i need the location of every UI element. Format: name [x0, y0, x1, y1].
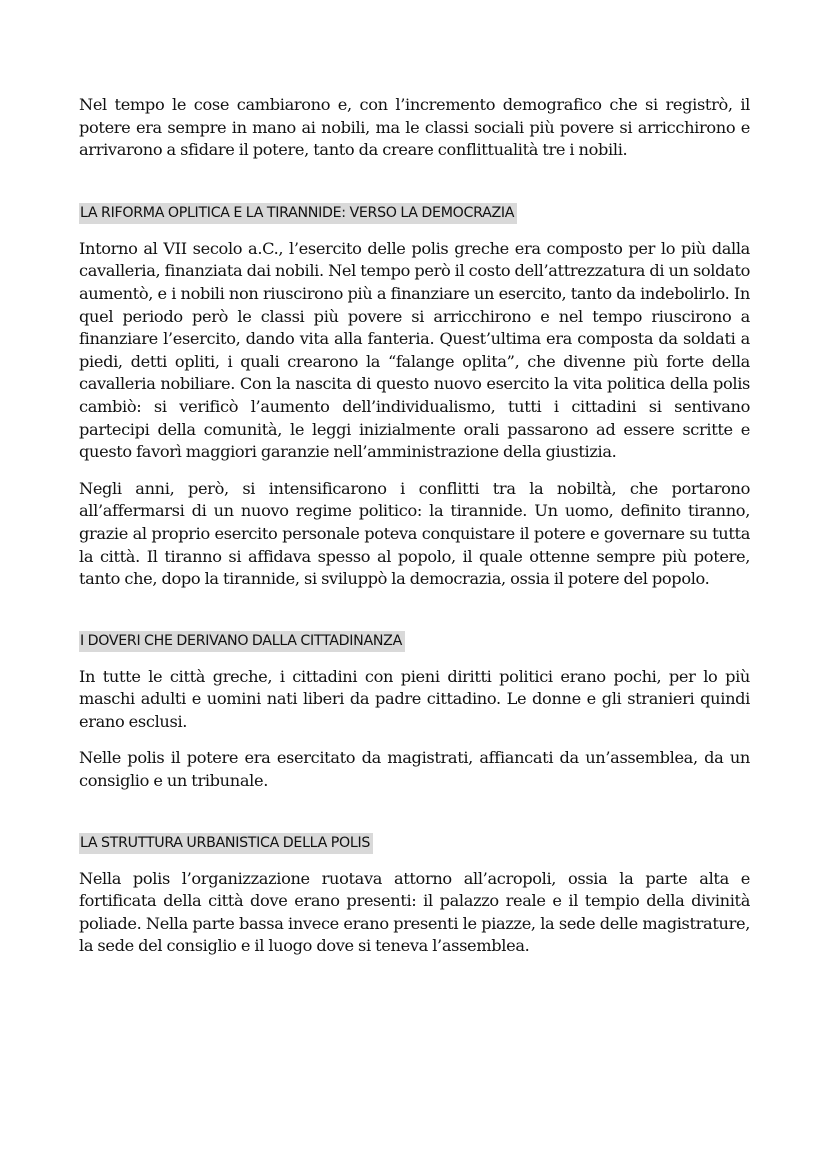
section-doveri-cittadinanza [79, 631, 750, 793]
section-heading: LA STRUTTURA URBANISTICA DELLA POLIS [79, 833, 373, 854]
body-paragraph: In tutte le città greche, i cittadini con pieni diritti politici erano pochi, per lo più maschi adulti e uomini nati liberi da padre cittadino. Le donne e gli stranieri quindi erano esclusi. [79, 666, 750, 731]
section-heading: LA RIFORMA OPLITICA E LA TIRANNIDE: VERSO LA DEMOCRAZIA [79, 203, 517, 224]
intro-paragraph: Nel tempo le cose cambiarono e, con l’incremento demografico che si registrò, il potere era sempre in mano ai nobili, ma le classi sociali più povere si arricchirono e arrivarono a sfidare il potere, tanto da creare conflittualità tre i nobili. [79, 95, 750, 160]
section-riforma-oplitica [79, 203, 750, 591]
section-struttura-urbanistica [79, 833, 750, 958]
body-paragraph: Negli anni, però, si intensificarono i conflitti tra la nobiltà, che portarono all’affermarsi di un nuovo regime politico: la tirannide. Un uomo, definito tiranno, grazie al proprio esercito personale poteva conquistare il potere e governare su tutta la città. Il tiranno si affidava spesso al popolo, il quale ottenne sempre più potere, tanto che, dopo la tirannide, si sviluppò la democrazia, ossia il potere del popolo. [79, 478, 750, 589]
body-paragraph: Nelle polis il potere era esercitato da magistrati, affiancati da un’assemblea, da un consiglio e un tribunale. [79, 748, 750, 791]
section-heading: I DOVERI CHE DERIVANO DALLA CITTADINANZA [79, 631, 405, 652]
body-paragraph: Intorno al VII secolo a.C., l’esercito delle polis greche era composto per lo più dalla cavalleria, finanziata dai nobili. Nel tempo però il costo dell’attrezzatura di un soldato aumentò, e i nobili non riuscirono più a finanziare un esercito, tanto da indebolirlo. In quel periodo però le classi più povere si arricchirono e nel tempo riuscirono a finanziare l’esercito, dando vita alla fanteria. Quest’ultima era composta da soldati a piedi, detti opliti, i quali crearono la “falange oplita”, che divenne più forte della cavalleria nobiliare. Con la nascita di questo nuovo esercito la vita politica della polis cambiò: si verificò l’aumento dell’individualismo, tutti i cittadini si sentivano partecipi della comunità, le leggi inizialmente orali passarono ad essere scritte e questo favorì maggiori garanzie nell’amministrazione della giustizia. [79, 238, 750, 462]
body-paragraph: Nella polis l’organizzazione ruotava attorno all’acropoli, ossia la parte alta e fortificata della città dove erano presenti: il palazzo reale e il tempio della divinità poliade. Nella parte bassa invece erano presenti le piazze, la sede delle magistrature, la sede del consiglio e il luogo dove si teneva l’assemblea. [79, 868, 750, 956]
